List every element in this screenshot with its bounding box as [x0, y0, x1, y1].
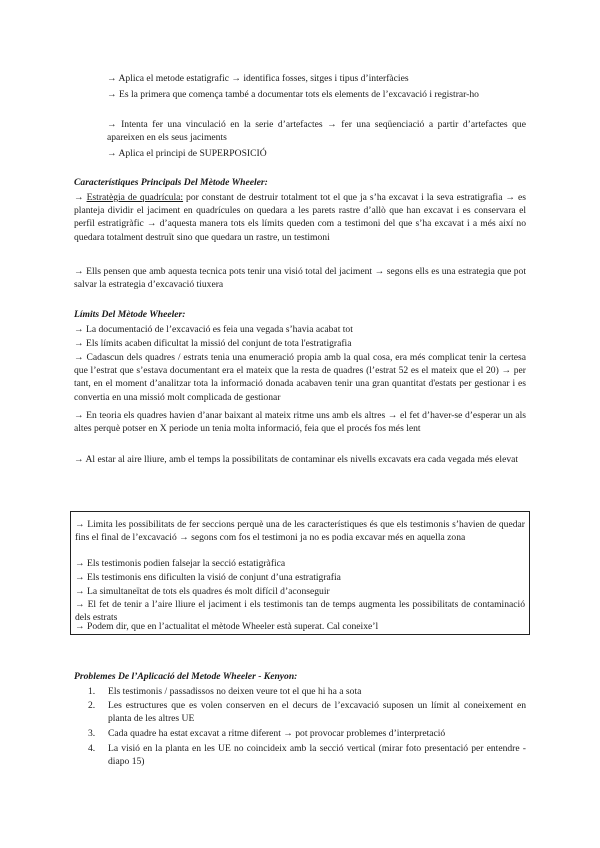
- top-list-item: → Es la primera que comença també a documentar tots els elements de l’excavació i registrar-ho: [107, 89, 479, 100]
- item-number: 2.: [88, 700, 96, 711]
- boxed-notes: [70, 511, 530, 635]
- section-heading-problems: Problemes De l’Aplicació del Metode Wheeler - Kenyon:: [74, 671, 298, 682]
- underlined-term: Estratègia de quadrícula:: [86, 192, 184, 203]
- box-item: → Els testimonis podien falsejar la secció estatigràfica: [75, 558, 286, 569]
- limits-item: → La documentació de l’excavació es feia una vegada s’havia acabat tot: [74, 324, 353, 335]
- arrow-text: →: [74, 192, 87, 203]
- limits-item: → En teoria els quadres havien d’anar baixant al mateix ritme uns amb els altres → el fet d’haver-se d’esperar un als altes perquè potser en X periode un tenia molta informació, feia que el procés fos més lent: [74, 410, 526, 435]
- box-item: → La simultaneïtat de tots els quadres és molt difícil d’aconseguir: [75, 586, 330, 597]
- limits-item: → Els límits acaben dificultat la missió del conjunt de tota l'estratigrafia: [74, 338, 352, 349]
- top-list-item: → Intenta fer una vinculació en la serie d’artefactes → fer una seqüenciació a partir d’artefactes que apareixen en els seus jaciments: [107, 119, 526, 144]
- paragraph-text: por constant de destruir totalment tot el que ja s’ha excavat i la seva estratigrafia → es planteja dividir el jaciment en quadrícules on quedara a les parets rastre d’allò que han excavat i es conservara el perfil estratigràfic → d’aquesta manera tots els límits queden com a testimoni del que s’ha excavat i a més així no quedara totalment destruït sino que quedara un rastre, un testimoni: [74, 192, 526, 243]
- box-item: → El fet de tenir a l’aire lliure el jaciment i els testimonis tan de temps augmenta les possibilitats de contaminació dels estrats: [75, 599, 525, 624]
- item-number: 1.: [88, 686, 96, 697]
- item-number: 3.: [88, 728, 96, 739]
- box-item: → Podem dir, que en l’actualitat el mètode Wheeler està superat. Cal coneixe’l: [75, 621, 379, 632]
- top-list-item: → Aplica el principi de SUPERPOSICIÓ: [107, 148, 267, 159]
- item-number: 4.: [88, 743, 96, 754]
- paragraph-vision-total: → Ells pensen que amb aquesta tecnica pots tenir una visió total del jaciment → segons ells es una estrategia que pot salvar la estrategia d’excavació tiuxera: [74, 266, 526, 291]
- item-text: Cada quadre ha estat excavat a ritme diferent → pot provocar problemes d’interpretació: [108, 728, 446, 739]
- box-item: → Limita les possibilitats de fer seccions perquè una de les característiques és que els testimonis s’havien de quedar fins el final de l’excavació → segons com fos el testimoni ja no es podia excavar més en aquella zona: [75, 519, 525, 544]
- top-list-item: → Aplica el metode estatigrafic → identifica fosses, sitges i tipus d’interfàcies: [107, 73, 409, 84]
- item-text: Les estructures que es volen conserven en el decurs de l’excavació suposen un límit al coneixement en planta de les altres UE: [108, 700, 526, 725]
- box-item: → Els testimonis ens dificulten la visió de conjunt d’una estratigrafia: [75, 572, 341, 583]
- section-heading-limits: Límits Del Mètode Wheeler:: [74, 309, 186, 320]
- limits-item: → Cadascun dels quadres / estrats tenia una enumeració propia amb la qual cosa, era més complicat tenir la certesa que l’estrat que s’estava documentant era el mateix que la resta de quadres (l’estrat 52 es el mateix que el 20) → per tant, en el moment d’analitzar tota la informació donada acabaven tenir una gran quantitat d'estats per gestionar i es convertia en una missió molt complicada de gestionar: [74, 352, 526, 403]
- section-heading-characteristics: Característiques Principals Del Mètode Wheeler:: [74, 177, 268, 188]
- item-text: Els testimonis / passadissos no deixen veure tot el que hi ha a sota: [108, 686, 362, 697]
- item-text: La visió en la planta en les UE no coincideix amb la secció vertical (mirar foto presentació per entendre - diapo 15): [108, 743, 526, 768]
- paragraph-quadricula: [74, 191, 526, 244]
- limits-item: → Al estar al aire lliure, amb el temps la possibilitats de contaminar els nivells excavats era cada vegada més elevat: [74, 454, 519, 465]
